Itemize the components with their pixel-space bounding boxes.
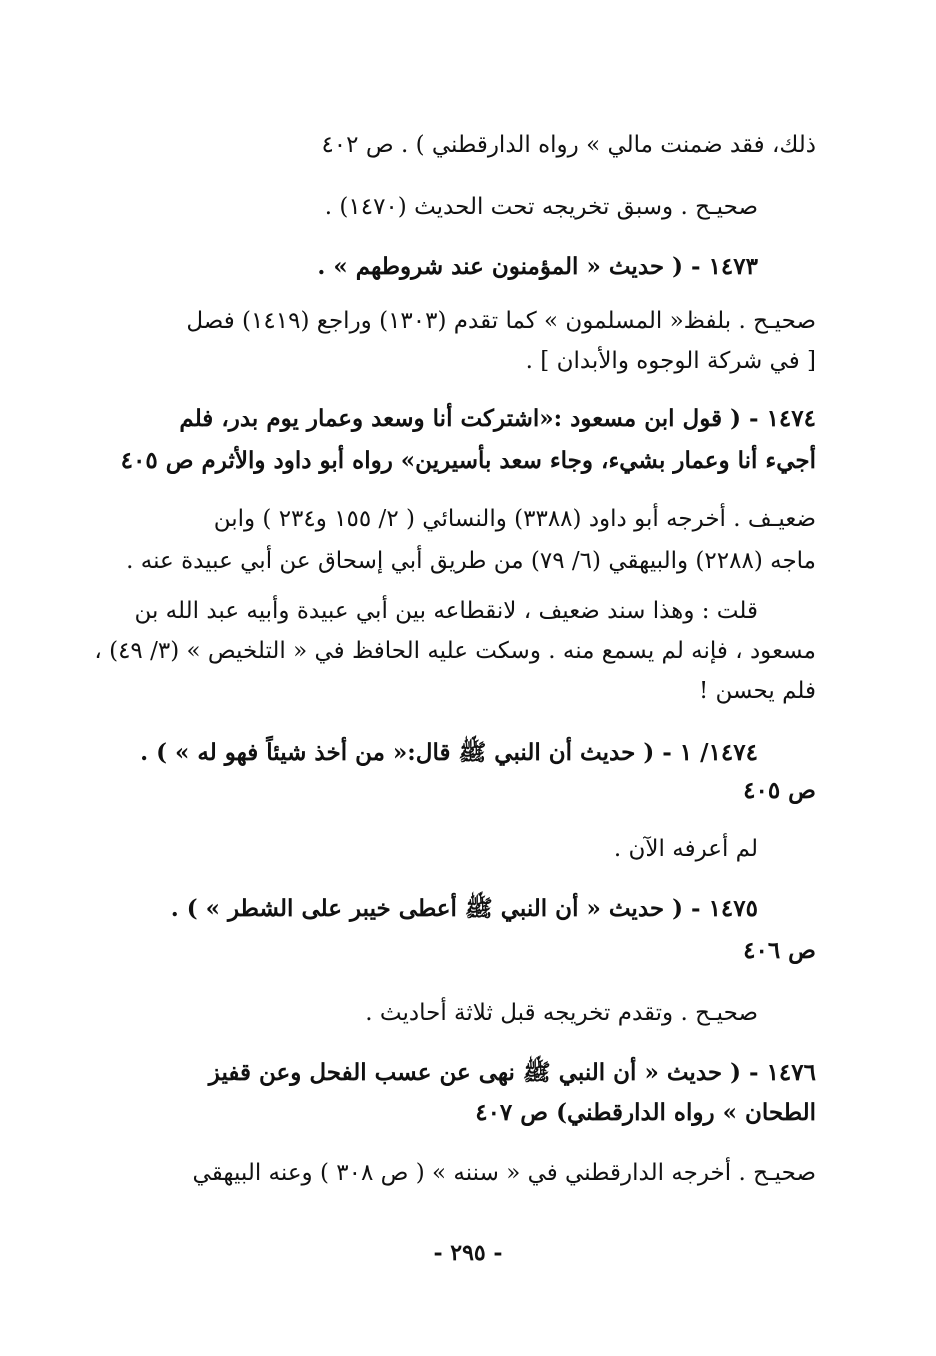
text-line-14: ص ٤٠٥	[743, 777, 816, 804]
text-line-15: لم أعرفه الآن .	[613, 836, 758, 862]
text-line-21: صحيـح . أخرجه الدارقطني في « سننه » ( ص ٣٠٨ ) وعنه البيهقي	[192, 1160, 816, 1186]
hadith-1473: ١٤٧٣ - ( حديث « المؤمنون عند شروطهم » .	[317, 253, 758, 280]
hadith-1476-cont: الطحان » رواه الدارقطني) ص ٤٠٧	[475, 1099, 816, 1126]
hadith-1476: ١٤٧٦ - ( حديث « أن النبي ﷺ نهى عن عسب الفحل وعن قفيز	[208, 1059, 816, 1086]
hadith-1474: ١٤٧٤ - ( قول ابن مسعود :«اشتركت أنا وسعد وعمار يوم بدر، فلم	[179, 405, 816, 432]
hadith-1475: ١٤٧٥ - ( حديث « أن النبي ﷺ أعطى خيبر على الشطر » ) .	[170, 895, 758, 922]
text-line-8: ضعيـف . أخرجه أبو داود (٣٣٨٨) والنسائي ( ٢/ ١٥٥ و٢٣٤ ) وابن	[213, 506, 816, 532]
page-number: - ٢٩٥ -	[433, 1240, 503, 1266]
hadith-1474-cont: أجيء أنا وعمار بشيء، وجاء سعد بأسيرين» رواه أبو داود والأثرم ص ٤٠٥	[120, 447, 816, 474]
text-line-2: صحيـح . وسبق تخريجه تحت الحديث (١٤٧٠) .	[324, 194, 758, 220]
text-line-12: فلم يحسن !	[698, 678, 816, 704]
text-line-10: قلت : وهذا سند ضعيف ، لانقطاعه بين أبي عبيدة وأبيه عبد الله بن	[134, 598, 758, 624]
text-line-4: صحيـح . بلفظ« المسلمون » كما تقدم (١٣٠٣) وراجع (١٤١٩) فصل	[186, 308, 816, 334]
text-line-9: ماجه (٢٢٨٨) والبيهقي (٦/ ٧٩) من طريق أبي إسحاق عن أبي عبيدة عنه .	[126, 548, 816, 574]
text-line-5: [ في شركة الوجوه والأبدان ] .	[525, 348, 816, 374]
text-line-18: صحيـح . وتقدم تخريجه قبل ثلاثة أحاديث .	[365, 1000, 758, 1026]
text-line-11: مسعود ، فإنه لم يسمع منه . وسكت عليه الحافظ في « التلخيص » (٣/ ٤٩) ،	[94, 638, 816, 664]
hadith-1474-1: ١٤٧٤/ ١ - ( حديث أن النبي ﷺ قال:« من أخذ شيئاً فهو له » ) .	[140, 739, 758, 766]
text-line-1: ذلك، فقد ضمنت مالي » رواه الدارقطني ) . ص ٤٠٢	[321, 132, 816, 158]
text-line-17: ص ٤٠٦	[743, 937, 816, 964]
